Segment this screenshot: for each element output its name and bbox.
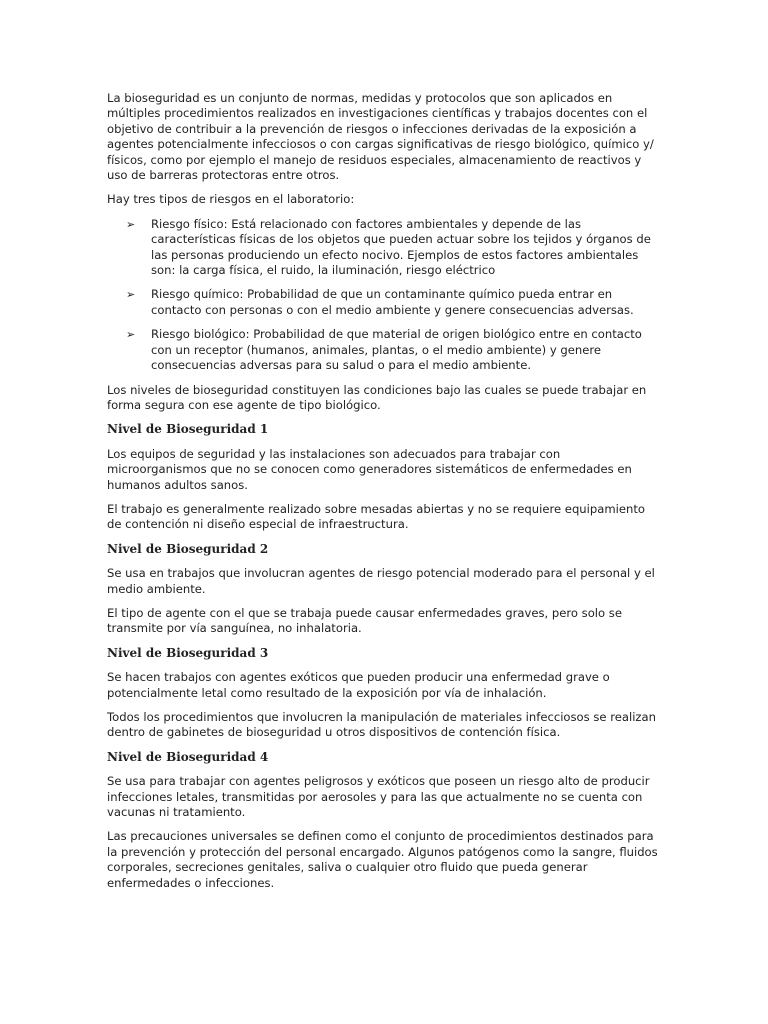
level-3-paragraph: Se hacen trabajos con agentes exóticos que pueden producir una enfermedad grave o potencialmente letal como resultado de la exposición por vía de inhalación. (107, 670, 610, 700)
risk-item-text: Riesgo químico: Probabilidad de que un contaminante químico pueda entrar en contacto con personas o con el medio ambiente y genere consecuencias adversas. (151, 287, 634, 317)
level-2-paragraph: Se usa en trabajos que involucran agentes de riesgo potencial moderado para el personal y el medio ambiente. (107, 566, 655, 596)
level-3-paragraph: Todos los procedimientos que involucren la manipulación de materiales infecciosos se realizan dentro de gabinetes de bioseguridad u otros dispositivos de contención física. (107, 710, 656, 740)
level-1-heading: Nivel de Bioseguridad 1 (107, 422, 269, 437)
closing-paragraph: Las precauciones universales se definen como el conjunto de procedimientos destinados para la prevención y protección del personal encargado. Algunos patógenos como la sangre, fluidos corporales, secreciones genitales, saliva o cualquier otro fluido que pueda generar enfermedades o infecciones. (107, 829, 658, 890)
arrowhead-bullet-icon: ➢ (126, 288, 136, 302)
level-3-heading: Nivel de Bioseguridad 3 (107, 645, 269, 660)
risks-intro: Hay tres tipos de riesgos en el laboratorio: (107, 192, 355, 207)
arrowhead-bullet-icon: ➢ (126, 217, 136, 231)
risk-item-text: Riesgo físico: Está relacionado con factores ambientales y depende de las características físicas de los objetos que pueden actuar sobre los tejidos y órganos de las personas produciendo un efecto nocivo. Ejemplos de estos factores ambientales son: la carga física, el ruido, la iluminación, riesgo eléctrico (151, 216, 651, 278)
arrowhead-bullet-icon: ➢ (126, 328, 136, 342)
level-2-heading: Nivel de Bioseguridad 2 (107, 541, 269, 556)
risk-list (107, 217, 663, 374)
level-1-paragraph: Los equipos de seguridad y las instalaciones son adecuados para trabajar con microorganismos que no se conocen como generadores sistemáticos de enfermedades en humanos adultos sanos. (107, 446, 632, 492)
level-2-paragraph: El tipo de agente con el que se trabaja puede causar enfermedades graves, pero solo se transmite por vía sanguínea, no inhalatoria. (107, 605, 622, 636)
risk-item-quimico (126, 287, 663, 318)
level-4-heading: Nivel de Bioseguridad 4 (107, 749, 269, 764)
risk-item-biologico (126, 327, 663, 373)
levels-intro-paragraph: Los niveles de bioseguridad constituyen las condiciones bajo las cuales se puede trabajar en forma segura con ese agente de tipo biológico. (107, 382, 647, 412)
document-page (107, 91, 663, 900)
level-1-paragraph: El trabajo es generalmente realizado sobre mesadas abiertas y no se requiere equipamiento de contención ni diseño especial de infraestructura. (107, 501, 645, 532)
risk-item-text: Riesgo biológico: Probabilidad de que material de origen biológico entre en contacto con un receptor (humanos, animales, plantas, o el medio ambiente) y genere consecuencias adversas para su salud o para el medio ambiente. (151, 327, 642, 373)
risk-item-fisico (126, 216, 663, 279)
level-4-paragraph: Se usa para trabajar con agentes peligrosos y exóticos que poseen un riesgo alto de producir infecciones letales, transmitidas por aerosoles y para las que actualmente no se cuenta con vacunas ni tratamiento. (107, 774, 650, 820)
intro-paragraph: La bioseguridad es un conjunto de normas, medidas y protocolos que son aplicados en múltiples procedimientos realizados en investigaciones científicas y trabajos docentes con el objetivo de contribuir a la prevención de riesgos o infecciones derivadas de la exposición a agentes potencialmente infecciosos o con cargas significativas de riesgo biológico, químico y/ físicos, como por ejemplo el manejo de residuos especiales, almacenamiento de reactivos y uso de barreras protectoras entre otros. (107, 91, 654, 183)
